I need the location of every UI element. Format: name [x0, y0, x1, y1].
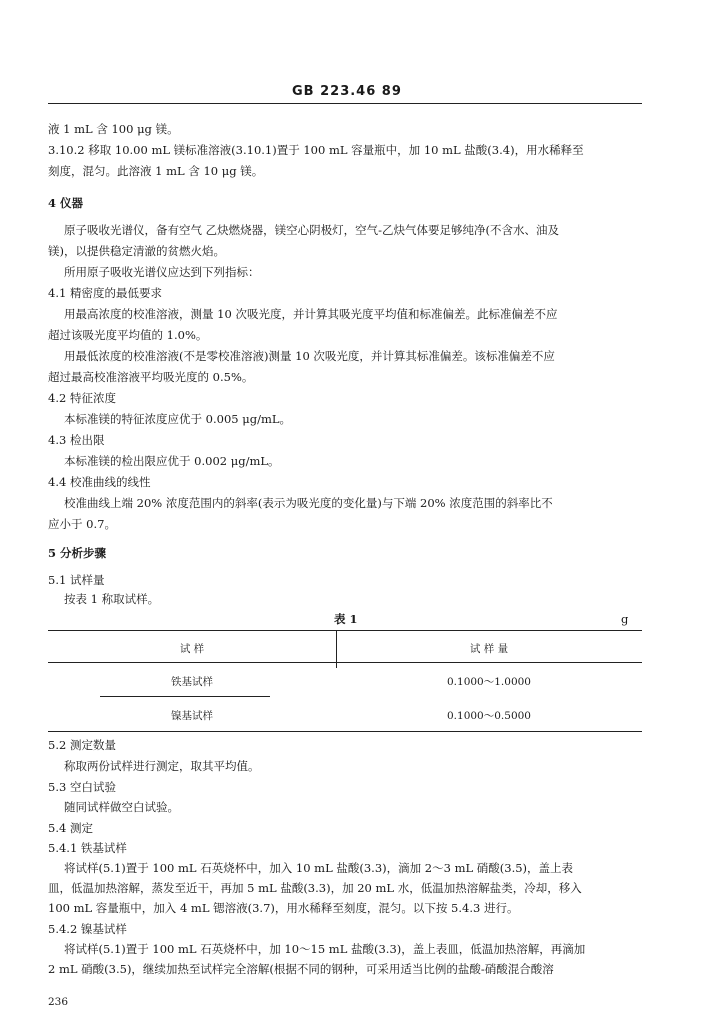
section-heading: 4 仪器 — [48, 196, 84, 210]
subsection-heading: 4.3 检出限 — [48, 433, 105, 447]
table-top-rule — [48, 630, 642, 631]
paragraph-line: 所用原子吸收光谱仪应达到下列指标： — [64, 265, 260, 279]
paragraph-line: 超过该吸光度平均值的 1.0%。 — [48, 328, 208, 342]
table-header-mass: 试 样 量 — [469, 643, 509, 655]
paragraph-line: 按表 1 称取试样。 — [64, 592, 160, 606]
subsection-heading: 4.1 精密度的最低要求 — [48, 286, 162, 300]
subsection-heading: 5.4.2 镍基试样 — [48, 922, 127, 936]
subsection-heading: 4.2 特征浓度 — [48, 391, 116, 405]
paragraph-line: 校准曲线上端 20% 浓度范围内的斜率(表示为吸光度的变化量)与下端 20% 浓度范围的斜率比不 — [64, 496, 553, 510]
subsection-heading: 4.4 校准曲线的线性 — [48, 475, 151, 489]
paragraph-line: 称取两份试样进行测定，取其平均值。 — [64, 759, 260, 773]
subsection-heading: 5.2 测定数量 — [48, 738, 116, 752]
header-rule — [48, 103, 642, 104]
table-title: 表 1 — [334, 612, 358, 626]
paragraph-line: 用最低浓度的校准溶液(不是零校准溶液)测量 10 次吸光度，并计算其标准偏差。该标准偏差不应 — [64, 349, 555, 363]
paragraph-line: 镁)，以提供稳定清澈的贫燃火焰。 — [48, 244, 225, 258]
paragraph-line: 随同试样做空白试验。 — [64, 800, 179, 814]
table-row-value: 0.1000～0.5000 — [447, 710, 531, 722]
table-row-name: 镍基试样 — [171, 710, 213, 722]
paragraph-line: 原子吸收光谱仪，备有空气 乙炔燃烧器，镁空心阴极灯，空气-乙炔气体要足够纯净(不含水、油及 — [64, 223, 560, 237]
paragraph-line: 100 mL 容量瓶中，加入 4 mL 锶溶液(3.7)，用水稀释至刻度，混匀。以下按 5.4.3 进行。 — [48, 901, 519, 915]
text-line: 刻度，混匀。此溶液 1 mL 含 10 μg 镁。 — [48, 164, 264, 178]
text-line: 3.10.2 移取 10.00 mL 镁标准溶液(3.10.1)置于 100 mL 容量瓶中，加 10 mL 盐酸(3.4)，用水稀释至 — [48, 143, 584, 157]
subsection-heading: 5.1 试样量 — [48, 573, 105, 587]
table-header-sample: 试 样 — [179, 643, 205, 655]
subsection-heading: 5.4.1 铁基试样 — [48, 841, 127, 855]
table-row-rule — [100, 696, 270, 697]
text-line: 液 1 mL 含 100 μg 镁。 — [48, 122, 179, 136]
paragraph-line: 2 mL 硝酸(3.5)，继续加热至试样完全溶解(根据不同的钢种，可采用适当比例的盐酸-硝酸混合酸溶 — [48, 962, 554, 976]
table-row-name: 铁基试样 — [171, 676, 213, 688]
paragraph-line: 应小于 0.7。 — [48, 517, 116, 531]
section-heading: 5 分析步骤 — [48, 546, 107, 560]
paragraph-line: 本标准镁的检出限应优于 0.002 μg/mL。 — [64, 454, 280, 468]
standard-code-header: GB 223.46 89 — [292, 84, 402, 99]
subsection-heading: 5.4 测定 — [48, 821, 93, 835]
paragraph-line: 将试样(5.1)置于 100 mL 石英烧杯中，加入 10 mL 盐酸(3.3)，滴加 2～3 mL 硝酸(3.5)，盖上表 — [64, 861, 574, 875]
page-number: 236 — [48, 996, 69, 1008]
table-unit: g — [621, 612, 629, 626]
paragraph-line: 用最高浓度的校准溶液，测量 10 次吸光度，并计算其吸光度平均值和标准偏差。此标准偏差不应 — [64, 307, 558, 321]
paragraph-line: 将试样(5.1)置于 100 mL 石英烧杯中，加 10～15 mL 盐酸(3.3)，盖上表皿，低温加热溶解，再滴加 — [64, 942, 586, 956]
table-row-value: 0.1000～1.0000 — [447, 676, 531, 688]
paragraph-line: 本标准镁的特征浓度应优于 0.005 μg/mL。 — [64, 412, 291, 426]
subsection-heading: 5.3 空白试验 — [48, 780, 116, 794]
table-header-rule — [48, 662, 642, 663]
table-bottom-rule — [48, 731, 642, 732]
paragraph-line: 超过最高校准溶液平均吸光度的 0.5%。 — [48, 370, 254, 384]
paragraph-line: 皿，低温加热溶解，蒸发至近干，再加 5 mL 盐酸(3.3)，加 20 mL 水，低温加热溶解盐类，冷却，移入 — [48, 881, 582, 895]
